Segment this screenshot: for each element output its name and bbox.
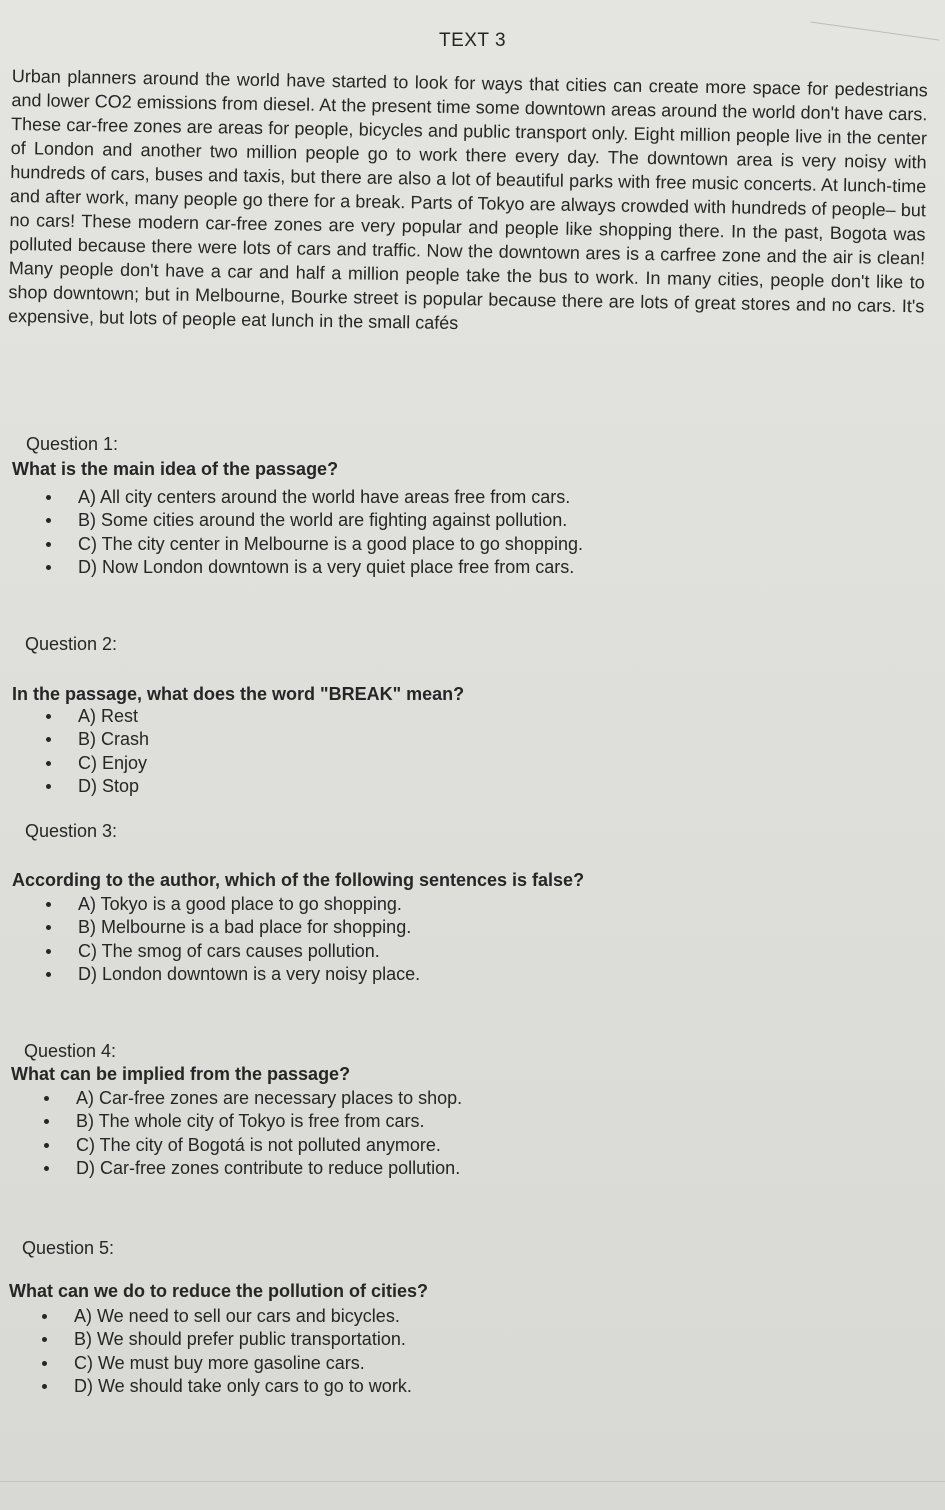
reading-passage: Urban planners around the world have started to look for ways that cities can create more space for pedestrians and lower CO2 emissions from diesel. At the present time some downtown areas around the world don't have cars. These car-free zones are areas for people, bicycles and public transport only. Eight million people live in the center of London and another two million people go to work there every day. The downtown area is very noisy with hundreds of cars, buses and taxis, but there are also a lot of beautiful parks with free music concerts. At lunch-time and after work, many people go there for a break. Parts of Tokyo are always crowded with hundreds of people– but no cars! These modern car-free zones are very popular and people like shopping there. In the past, Bogota was polluted because there were lots of cars and traffic. Now the downtown ares is a carfree zone and the air is clean! Many people don't have a car and half a million people take the bus to work. In many cities, people don't like to shop downtown; but in Melbourne, Bourke street is popular because there are lots of great stores and no cars. It's expensive, but lots of people eat lunch in the small cafés [7, 65, 928, 334]
question-label: Question 2: [25, 634, 118, 654]
option-a: A) Tokyo is a good place to go shopping. [78, 893, 420, 916]
option-c: C) The smog of cars causes pollution. [78, 940, 420, 963]
question-label: Question 5: [22, 1238, 115, 1258]
option-c: C) We must buy more gasoline cars. [74, 1352, 412, 1375]
option-d: D) We should take only cars to go to work. [74, 1375, 412, 1398]
question-label: Question 3: [25, 821, 118, 841]
answer-options [76, 1087, 462, 1180]
question-text: According to the author, which of the following sentences is false? [12, 870, 585, 890]
question-text: In the passage, what does the word "BREAK" mean? [12, 684, 465, 704]
option-a: A) Car-free zones are necessary places to shop. [76, 1087, 462, 1110]
question-text: What is the main idea of the passage? [12, 459, 339, 479]
answer-options [78, 893, 420, 986]
text-title: TEXT 3 [438, 30, 507, 51]
option-d: D) Stop [78, 775, 149, 798]
option-a: A) All city centers around the world have areas free from cars. [78, 486, 583, 509]
question-label: Question 1: [26, 434, 119, 454]
option-b: B) We should prefer public transportation. [74, 1328, 412, 1351]
question-label: Question 4: [24, 1041, 117, 1061]
option-d: D) London downtown is a very noisy place. [78, 963, 420, 986]
option-c: C) Enjoy [78, 752, 149, 775]
option-d: D) Car-free zones contribute to reduce pollution. [76, 1157, 462, 1180]
answer-options [74, 1305, 412, 1398]
option-b: B) Some cities around the world are fighting against pollution. [78, 509, 583, 532]
option-b: B) Melbourne is a bad place for shopping. [78, 916, 420, 939]
option-c: C) The city center in Melbourne is a good place to go shopping. [78, 533, 583, 556]
question-text: What can we do to reduce the pollution of cities? [9, 1281, 429, 1301]
option-c: C) The city of Bogotá is not polluted anymore. [76, 1134, 462, 1157]
answer-options [78, 486, 583, 579]
option-a: A) We need to sell our cars and bicycles. [74, 1305, 412, 1328]
question-text: What can be implied from the passage? [11, 1064, 351, 1084]
answer-options [78, 705, 149, 798]
option-b: B) Crash [78, 728, 149, 751]
paper-edge-bottom [0, 1481, 945, 1502]
option-d: D) Now London downtown is a very quiet place free from cars. [78, 556, 583, 579]
option-a: A) Rest [78, 705, 149, 728]
option-b: B) The whole city of Tokyo is free from cars. [76, 1110, 462, 1133]
